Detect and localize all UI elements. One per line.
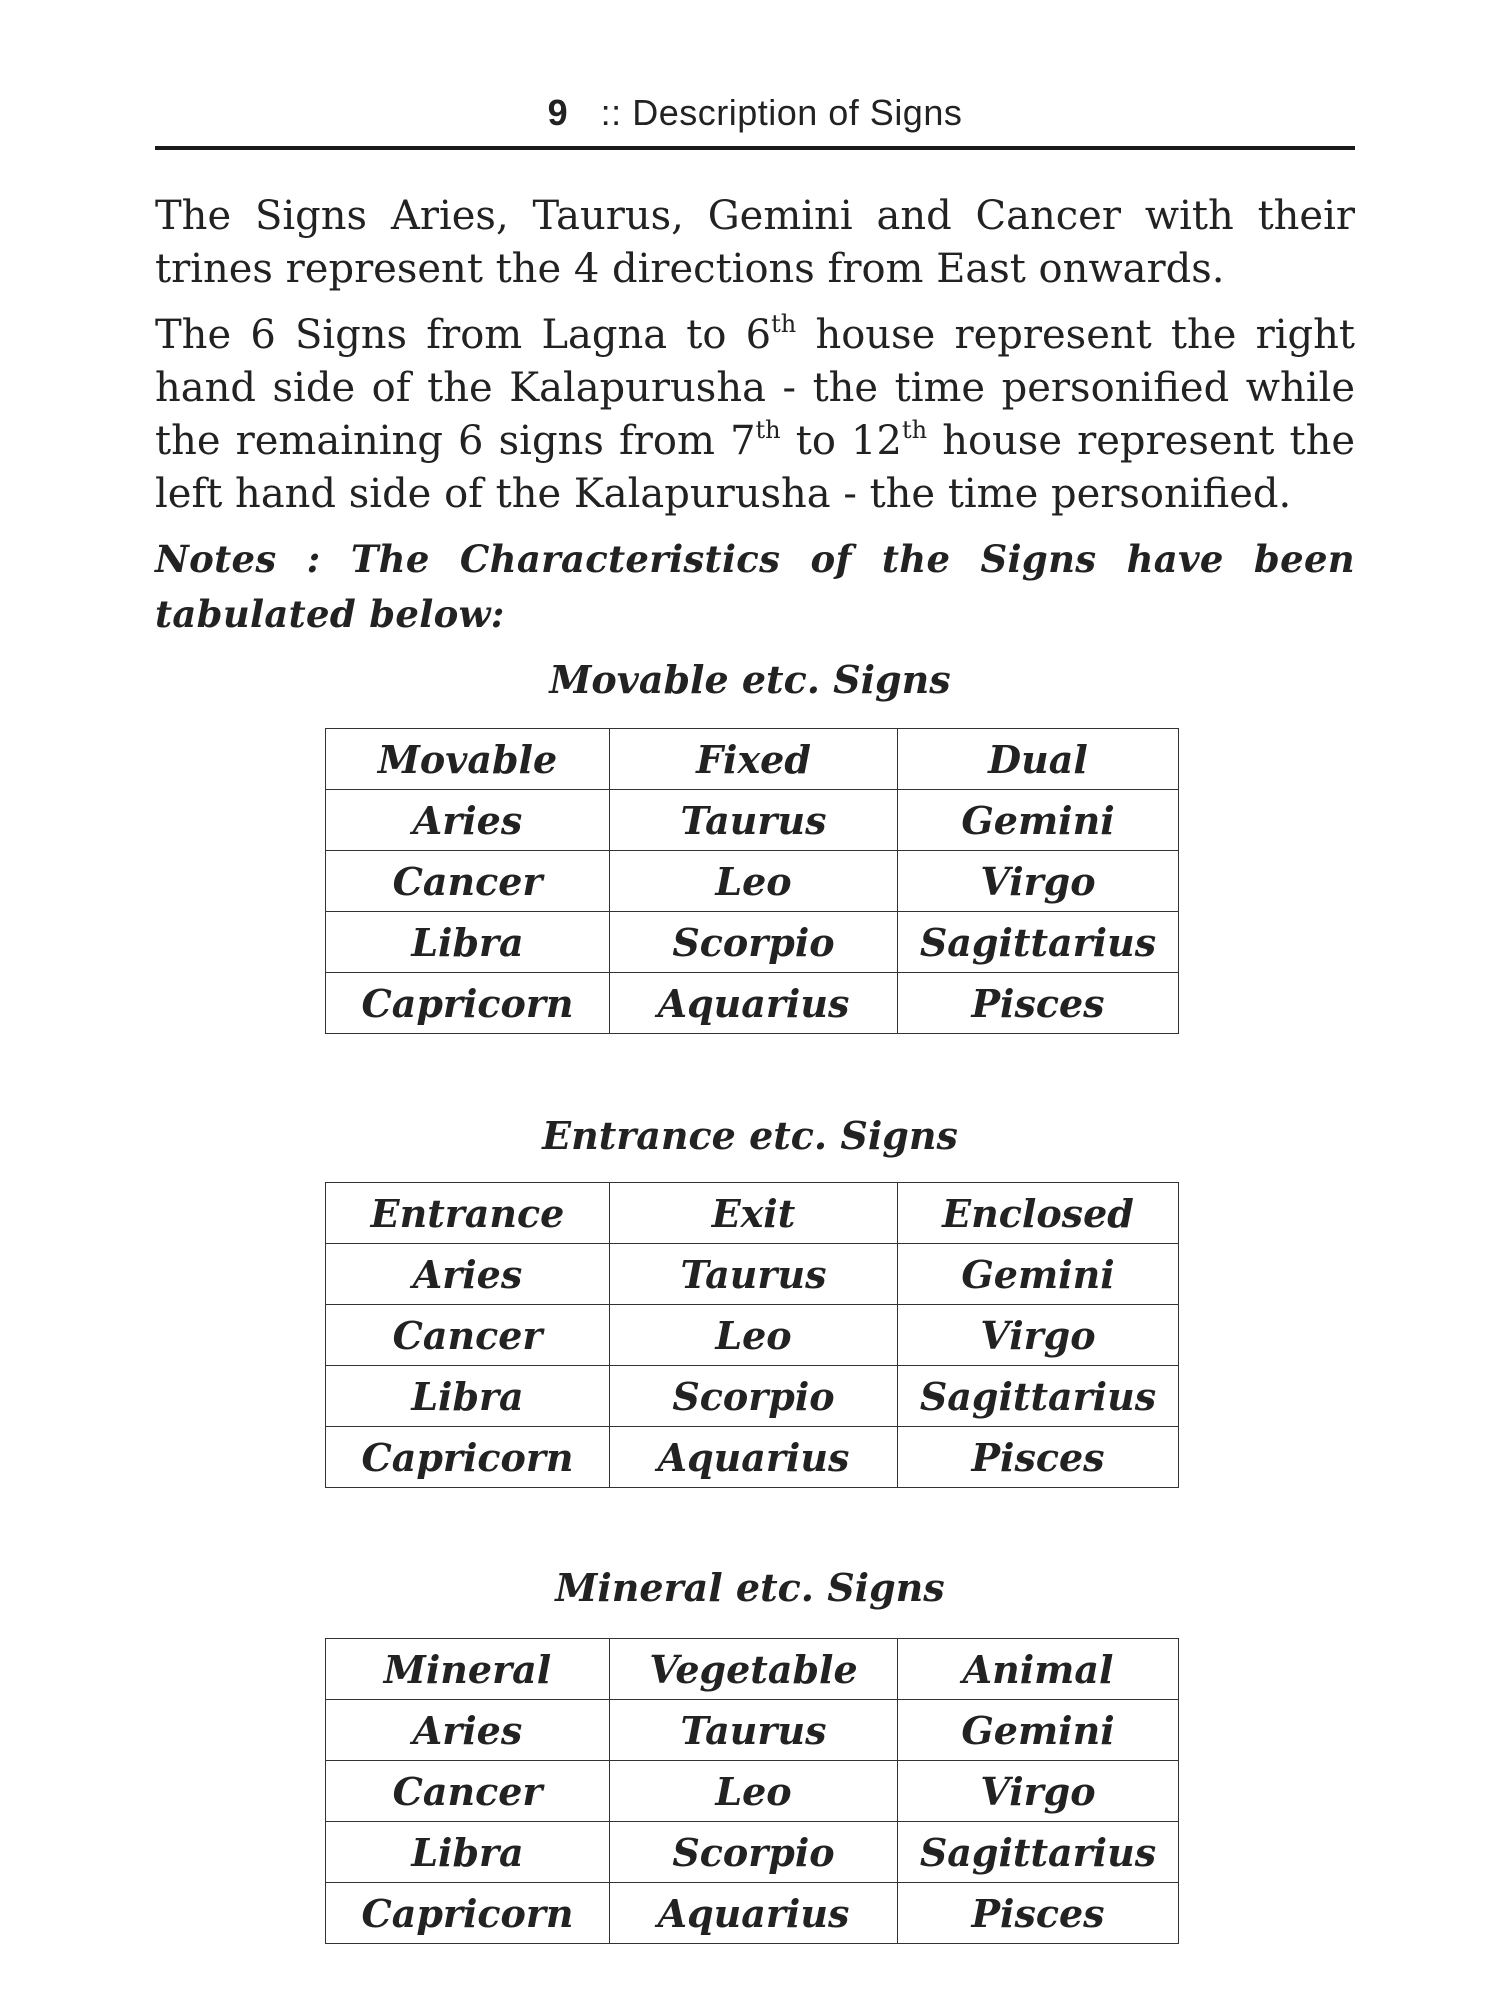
table-caption: Movable etc. Signs [549, 657, 951, 702]
table-header-row [326, 729, 1179, 790]
table-cell: Pisces [898, 1883, 1179, 1944]
table-cell: Scorpio [610, 1822, 898, 1883]
table-header-cell: Exit [610, 1183, 898, 1244]
table-cell: Aries [326, 1244, 610, 1305]
chapter-title: Description of Signs [632, 92, 963, 133]
table-cell: Leo [610, 1761, 898, 1822]
table-cell: Leo [610, 1305, 898, 1366]
table-header-cell: Vegetable [610, 1639, 898, 1700]
table-cell: Pisces [898, 1427, 1179, 1488]
book-page [155, 0, 1355, 2000]
table-cell: Capricorn [326, 973, 610, 1034]
table-header-cell: Enclosed [898, 1183, 1179, 1244]
page-number: 9 [547, 92, 569, 133]
running-header [155, 92, 1355, 134]
table-cell: Cancer [326, 851, 610, 912]
table-row [326, 790, 1179, 851]
table-row [326, 1883, 1179, 1944]
table-row [326, 973, 1179, 1034]
table-header-row [326, 1183, 1179, 1244]
table-row [326, 1761, 1179, 1822]
body-text [155, 190, 1355, 534]
table-row [326, 1700, 1179, 1761]
table-block-entrance [325, 1110, 1175, 1488]
table-cell: Virgo [898, 851, 1179, 912]
table-cell: Taurus [610, 1244, 898, 1305]
table-header-cell: Animal [898, 1639, 1179, 1700]
table-block-movable [325, 654, 1175, 1034]
table-row [326, 1427, 1179, 1488]
table-header-cell: Entrance [326, 1183, 610, 1244]
table-row [326, 851, 1179, 912]
table-cell: Taurus [610, 790, 898, 851]
table-cell: Gemini [898, 790, 1179, 851]
table-cell: Aquarius [610, 1427, 898, 1488]
table-row [326, 1366, 1179, 1427]
table-cell: Cancer [326, 1761, 610, 1822]
table-row [326, 1822, 1179, 1883]
table-cell: Libra [326, 1366, 610, 1427]
table-cell: Leo [610, 851, 898, 912]
table-cell: Sagittarius [898, 912, 1179, 973]
table-cell: Aries [326, 790, 610, 851]
table-row [326, 912, 1179, 973]
table-cell: Cancer [326, 1305, 610, 1366]
notes-text: Notes : The Characteristics of the Signs have been tabulated below: [155, 537, 1355, 636]
table-cell: Virgo [898, 1761, 1179, 1822]
table-cell: Sagittarius [898, 1366, 1179, 1427]
paragraph-kalapurusha: The 6 Signs from Lagna to 6th house represent the right hand side of the Kalapurusha - the time personified while the remaining 6 signs from 7th to 12th house represent the left hand side of the Kalapurusha - the time personified. [155, 310, 1356, 517]
signs-table-movable [325, 728, 1179, 1034]
table-cell: Libra [326, 1822, 610, 1883]
table-block-mineral [325, 1562, 1175, 1944]
table-cell: Capricorn [326, 1883, 610, 1944]
table-row [326, 1305, 1179, 1366]
table-cell: Capricorn [326, 1427, 610, 1488]
table-cell: Gemini [898, 1244, 1179, 1305]
table-header-row [326, 1639, 1179, 1700]
signs-table-mineral [325, 1638, 1179, 1944]
table-cell: Taurus [610, 1700, 898, 1761]
header-separator: :: [600, 92, 622, 133]
header-rule [155, 146, 1355, 150]
table-cell: Aries [326, 1700, 610, 1761]
signs-table-entrance [325, 1182, 1179, 1488]
table-row [326, 1244, 1179, 1305]
table-cell: Aquarius [610, 1883, 898, 1944]
table-cell: Scorpio [610, 912, 898, 973]
table-cell: Virgo [898, 1305, 1179, 1366]
table-caption: Entrance etc. Signs [542, 1113, 958, 1158]
table-cell: Gemini [898, 1700, 1179, 1761]
table-cell: Sagittarius [898, 1822, 1179, 1883]
table-header-cell: Dual [898, 729, 1179, 790]
paragraph-directions: The Signs Aries, Taurus, Gemini and Cancer with their trines represent the 4 directions from East onwards. [155, 193, 1355, 292]
table-cell: Aquarius [610, 973, 898, 1034]
table-cell: Scorpio [610, 1366, 898, 1427]
table-header-cell: Fixed [610, 729, 898, 790]
table-cell: Libra [326, 912, 610, 973]
table-header-cell: Movable [326, 729, 610, 790]
table-caption: Mineral etc. Signs [555, 1565, 945, 1610]
table-header-cell: Mineral [326, 1639, 610, 1700]
table-cell: Pisces [898, 973, 1179, 1034]
